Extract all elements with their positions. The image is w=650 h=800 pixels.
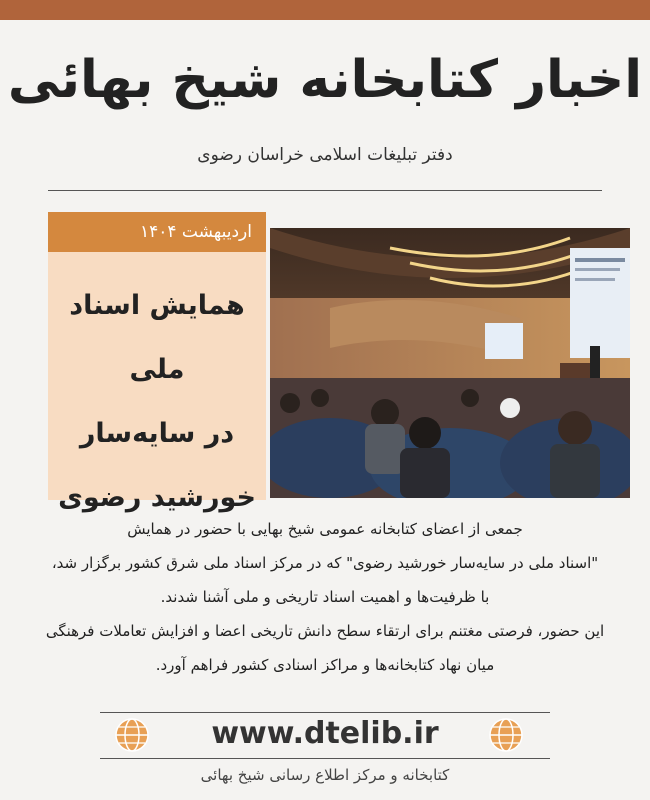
body-line: "اسناد ملی در سایه‌سار خورشید رضوی" که در مرکز اسناد ملی شرق کشور برگزار شد، — [51, 554, 599, 572]
globe-icon — [488, 717, 524, 753]
headline-line: خورشید رضوی — [58, 482, 256, 513]
footer-text: کتابخانه و مرکز اطلاع رسانی شیخ بهائی — [200, 766, 450, 784]
headline-line: همایش اسناد ملی — [69, 290, 245, 385]
news-headline — [48, 252, 266, 513]
divider-website — [100, 758, 550, 759]
body-line: با ظرفیت‌ها و اهمیت اسناد تاریخی و ملی آشنا شدند. — [160, 588, 490, 606]
website-link[interactable]: www.dtelib.ir — [211, 716, 439, 751]
top-accent-bar — [0, 0, 650, 20]
news-body — [10, 512, 640, 682]
body-line: این حضور، فرصتی مغتنم برای ارتقاء سطح دانش تاریخی اعضا و افزایش تعاملات فرهنگی — [45, 622, 605, 640]
headline-line: در سایه‌سار — [79, 418, 235, 449]
page-title: اخبار کتابخانه شیخ بهائی — [7, 50, 643, 110]
news-date: اردیبهشت ۱۴۰۴ — [48, 212, 266, 252]
body-line: میان نهاد کتابخانه‌ها و مراکز اسنادی کشور فراهم آورد. — [155, 656, 495, 674]
page-subtitle: دفتر تبلیغات اسلامی خراسان رضوی — [197, 145, 453, 165]
conference-photo — [270, 228, 630, 498]
body-line: جمعی از اعضای کتابخانه عمومی شیخ بهایی با حضور در همایش — [127, 520, 523, 538]
divider-top — [48, 190, 602, 191]
